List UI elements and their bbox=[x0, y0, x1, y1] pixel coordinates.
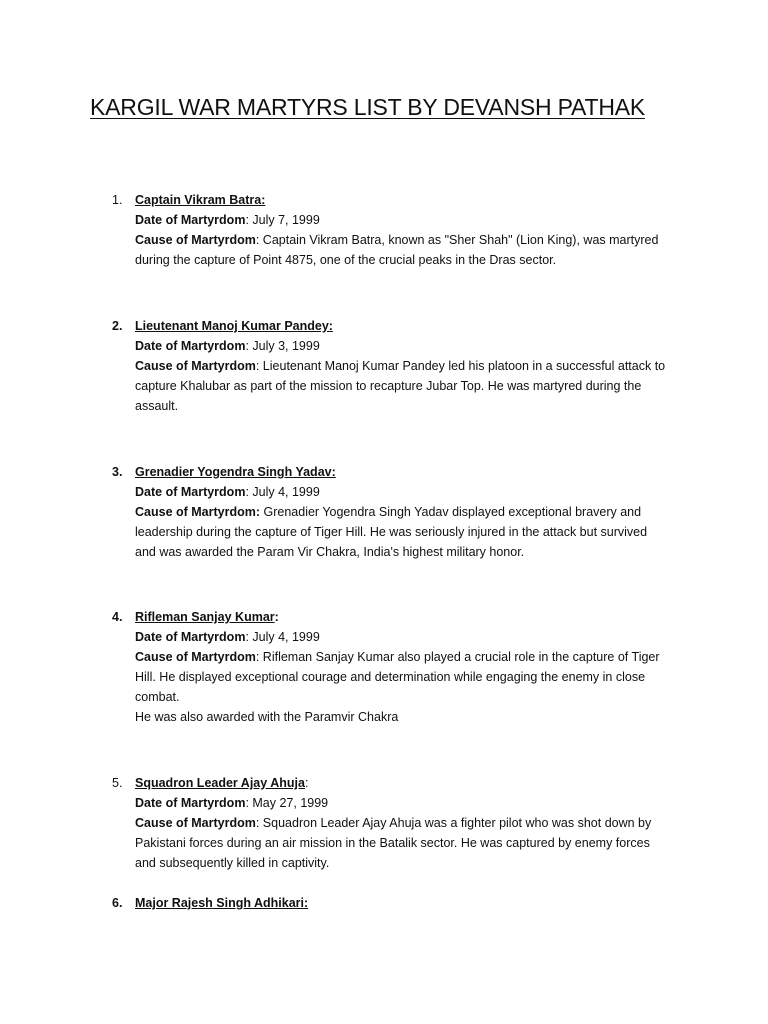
cause-text: : Lieutenant Manoj Kumar Pandey led his platoon in a successful attack to bbox=[255, 359, 666, 373]
entry-number: 5. bbox=[112, 776, 123, 790]
date-line bbox=[135, 793, 670, 813]
cause-text: : Squadron Leader Ajay Ahuja was a fighter pilot who was shot down by bbox=[255, 816, 652, 830]
date-value: : May 27, 1999 bbox=[245, 796, 329, 810]
cause-continuation: combat. bbox=[135, 690, 180, 704]
cause-continuation: and subsequently killed in captivity. bbox=[135, 856, 330, 870]
cause-label: Cause of Martyrdom bbox=[135, 359, 256, 373]
entry-name-line bbox=[135, 190, 670, 210]
cause-continuation: leadership during the capture of Tiger Hill. He was seriously injured in the attack but survived bbox=[135, 525, 648, 539]
cause-line bbox=[135, 356, 670, 376]
entry-name-line bbox=[135, 773, 670, 793]
cause-continuation: He was also awarded with the Paramvir Chakra bbox=[135, 710, 399, 724]
entry-name-line bbox=[135, 607, 670, 627]
entry-body bbox=[135, 190, 670, 270]
date-label: Date of Martyrdom bbox=[135, 213, 246, 227]
cause-continuation: capture Khalubar as part of the mission to recapture Jubar Top. He was martyred during the bbox=[135, 379, 642, 393]
cause-continuation: assault. bbox=[135, 399, 179, 413]
name-suffix: : bbox=[274, 610, 279, 624]
cause-line bbox=[135, 502, 670, 522]
date-value: : July 3, 1999 bbox=[245, 339, 320, 353]
date-label: Date of Martyrdom bbox=[135, 485, 246, 499]
cause-continuation: Pakistani forces during an air mission in the Batalik sector. He was captured by enemy forces bbox=[135, 836, 650, 850]
cause-label: Cause of Martyrdom bbox=[135, 650, 256, 664]
cause-label: Cause of Martyrdom bbox=[135, 816, 256, 830]
martyr-name: Captain Vikram Batra: bbox=[135, 193, 266, 207]
cause-label: Cause of Martyrdom: bbox=[135, 505, 261, 519]
cause-text: : Captain Vikram Batra, known as "Sher Shah" (Lion King), was martyred bbox=[255, 233, 659, 247]
cause-continuation: and was awarded the Param Vir Chakra, India's highest military honor. bbox=[135, 545, 525, 559]
entry-body bbox=[135, 316, 670, 416]
entry-number: 3. bbox=[112, 465, 123, 479]
date-label: Date of Martyrdom bbox=[135, 796, 246, 810]
cause-label: Cause of Martyrdom bbox=[135, 233, 256, 247]
entry-number: 4. bbox=[112, 610, 123, 624]
cause-line bbox=[135, 230, 670, 250]
martyr-name: Squadron Leader Ajay Ahuja bbox=[135, 776, 305, 790]
entry-body bbox=[135, 893, 670, 913]
entry-number: 2. bbox=[112, 319, 123, 333]
cause-line bbox=[135, 813, 670, 833]
martyr-name: Lieutenant Manoj Kumar Pandey: bbox=[135, 319, 333, 333]
martyr-name: Grenadier Yogendra Singh Yadav: bbox=[135, 465, 336, 479]
date-value: : July 4, 1999 bbox=[245, 630, 320, 644]
date-label: Date of Martyrdom bbox=[135, 630, 246, 644]
martyr-name: Rifleman Sanjay Kumar bbox=[135, 610, 275, 624]
entry-number: 1. bbox=[112, 193, 123, 207]
cause-continuation: during the capture of Point 4875, one of the crucial peaks in the Dras sector. bbox=[135, 253, 557, 267]
date-label: Date of Martyrdom bbox=[135, 339, 246, 353]
name-suffix: : bbox=[304, 776, 309, 790]
entry-number: 6. bbox=[112, 896, 123, 910]
entry-body bbox=[135, 607, 670, 727]
date-value: : July 4, 1999 bbox=[245, 485, 320, 499]
cause-text: Grenadier Yogendra Singh Yadav displayed exceptional bravery and bbox=[260, 505, 642, 519]
entry-body bbox=[135, 462, 670, 562]
cause-continuation: Hill. He displayed exceptional courage and determination while engaging the enemy in close bbox=[135, 670, 646, 684]
martyr-name: Major Rajesh Singh Adhikari: bbox=[135, 896, 309, 910]
entry-name-line bbox=[135, 462, 670, 482]
cause-line bbox=[135, 647, 670, 667]
date-line bbox=[135, 627, 670, 647]
date-line bbox=[135, 336, 670, 356]
cause-text: : Rifleman Sanjay Kumar also played a crucial role in the capture of Tiger bbox=[255, 650, 660, 664]
document-title: KARGIL WAR MARTYRS LIST BY DEVANSH PATHAK bbox=[90, 94, 646, 120]
date-value: : July 7, 1999 bbox=[245, 213, 320, 227]
entry-name-line bbox=[135, 316, 670, 336]
entry-name-line bbox=[135, 893, 670, 913]
date-line bbox=[135, 210, 670, 230]
entry-body bbox=[135, 773, 670, 873]
date-line bbox=[135, 482, 670, 502]
